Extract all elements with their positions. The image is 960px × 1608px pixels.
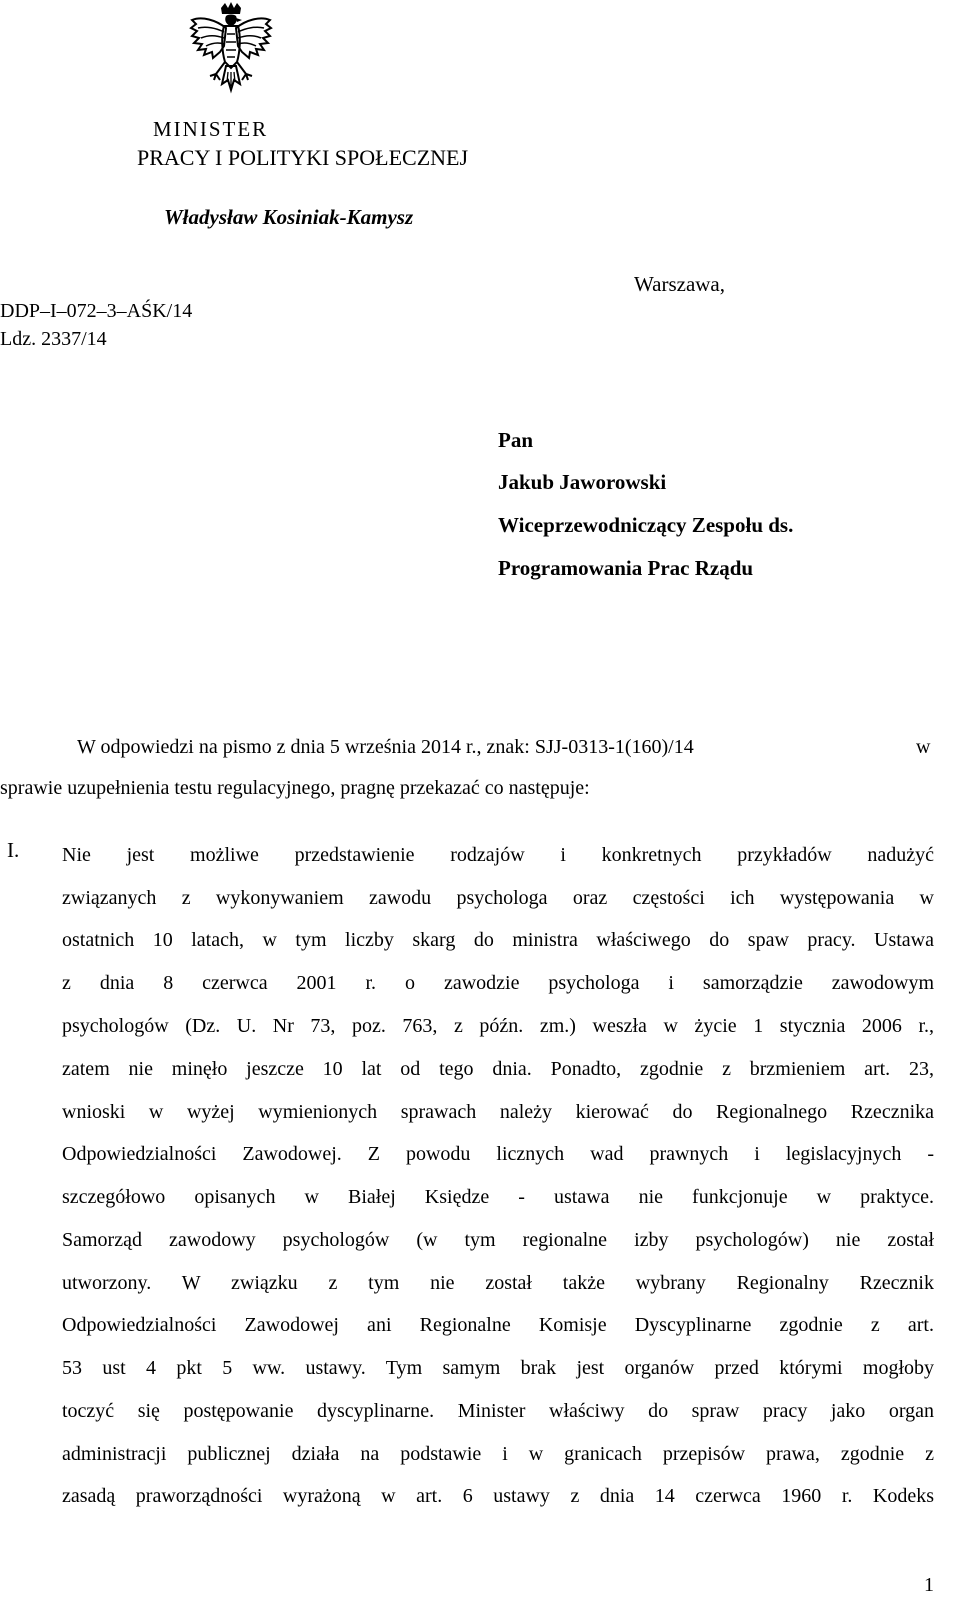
body-text-line: wnioski w wyżej wymienionych sprawach należy kierować do Regionalnego Rzecznika <box>62 1101 934 1123</box>
recipient-title: Pan <box>498 428 534 452</box>
city-date-line: Warszawa, <box>634 272 726 296</box>
ldz-number: Ldz. 2337/14 <box>0 328 107 350</box>
polish-eagle-emblem-icon <box>188 2 274 102</box>
body-text-line: związanych z wykonywaniem zawodu psychologa oraz częstości ich występowania w <box>62 887 934 909</box>
intro-paragraph-line-end: w <box>916 736 931 758</box>
body-text-line: szczegółowo opisanych w Białej Księdze - ustawa nie funkcjonuje w praktyce. <box>62 1186 934 1208</box>
body-text-line: zasadą praworządności wyrażoną w art. 6 ustawy z dnia 14 czerwca 1960 r. Kodeks <box>62 1485 934 1507</box>
recipient-name: Jakub Jaworowski <box>498 470 667 494</box>
body-text-line: zatem nie minęło jeszcze 10 lat od tego dnia. Ponadto, zgodnie z brzmieniem art. 23, <box>62 1058 934 1080</box>
body-text-line: Odpowiedzialności Zawodowej. Z powodu licznych wad prawnych i legislacyjnych - <box>62 1143 934 1165</box>
reference-number: DDP–I–072–3–AŚK/14 <box>0 300 193 322</box>
intro-paragraph-line: W odpowiedzi na pismo z dnia 5 września 2014 r., znak: SJJ-0313-1(160)/14 <box>77 736 694 758</box>
recipient-role: Wiceprzewodniczący Zespołu ds. <box>498 513 794 537</box>
body-text-line: toczyć się postępowanie dyscyplinarne. Minister właściwy do spraw pracy jako organ <box>62 1400 934 1422</box>
body-text-line: 53 ust 4 pkt 5 ww. ustawy. Tym samym brak jest organów przed którymi mogłoby <box>62 1357 934 1379</box>
body-text-line: Samorząd zawodowy psychologów (w tym regionalne izby psychologów) nie został <box>62 1229 934 1251</box>
section-number: I. <box>7 838 20 862</box>
body-text-line: utworzony. W związku z tym nie został także wybrany Regionalny Rzecznik <box>62 1272 934 1294</box>
ministry-title: MINISTER <box>153 117 269 141</box>
intro-paragraph-line: sprawie uzupełnienia testu regulacyjnego, pragnę przekazać co następuje: <box>0 777 590 799</box>
body-text-line: Odpowiedzialności Zawodowej ani Regionalne Komisje Dyscyplinarne zgodnie z art. <box>62 1314 934 1336</box>
body-text-line: Nie jest możliwe przedstawienie rodzajów i konkretnych przykładów nadużyć <box>62 844 934 866</box>
ministry-department: PRACY I POLITYKI SPOŁECZNEJ <box>137 145 469 170</box>
recipient-role-continued: Programowania Prac Rządu <box>498 556 754 580</box>
body-text-line: psychologów (Dz. U. Nr 73, poz. 763, z późn. zm.) weszła w życie 1 stycznia 2006 r., <box>62 1015 934 1037</box>
body-text-line: z dnia 8 czerwca 2001 r. o zawodzie psychologa i samorządzie zawodowym <box>62 972 934 994</box>
body-text-line: ostatnich 10 latach, w tym liczby skarg do ministra właściwego do spaw pracy. Ustawa <box>62 929 934 951</box>
minister-name: Władysław Kosiniak-Kamysz <box>164 205 414 229</box>
page-number: 1 <box>924 1574 934 1596</box>
body-text-line: administracji publicznej działa na podstawie i w granicach przepisów prawa, zgodnie z <box>62 1443 934 1465</box>
